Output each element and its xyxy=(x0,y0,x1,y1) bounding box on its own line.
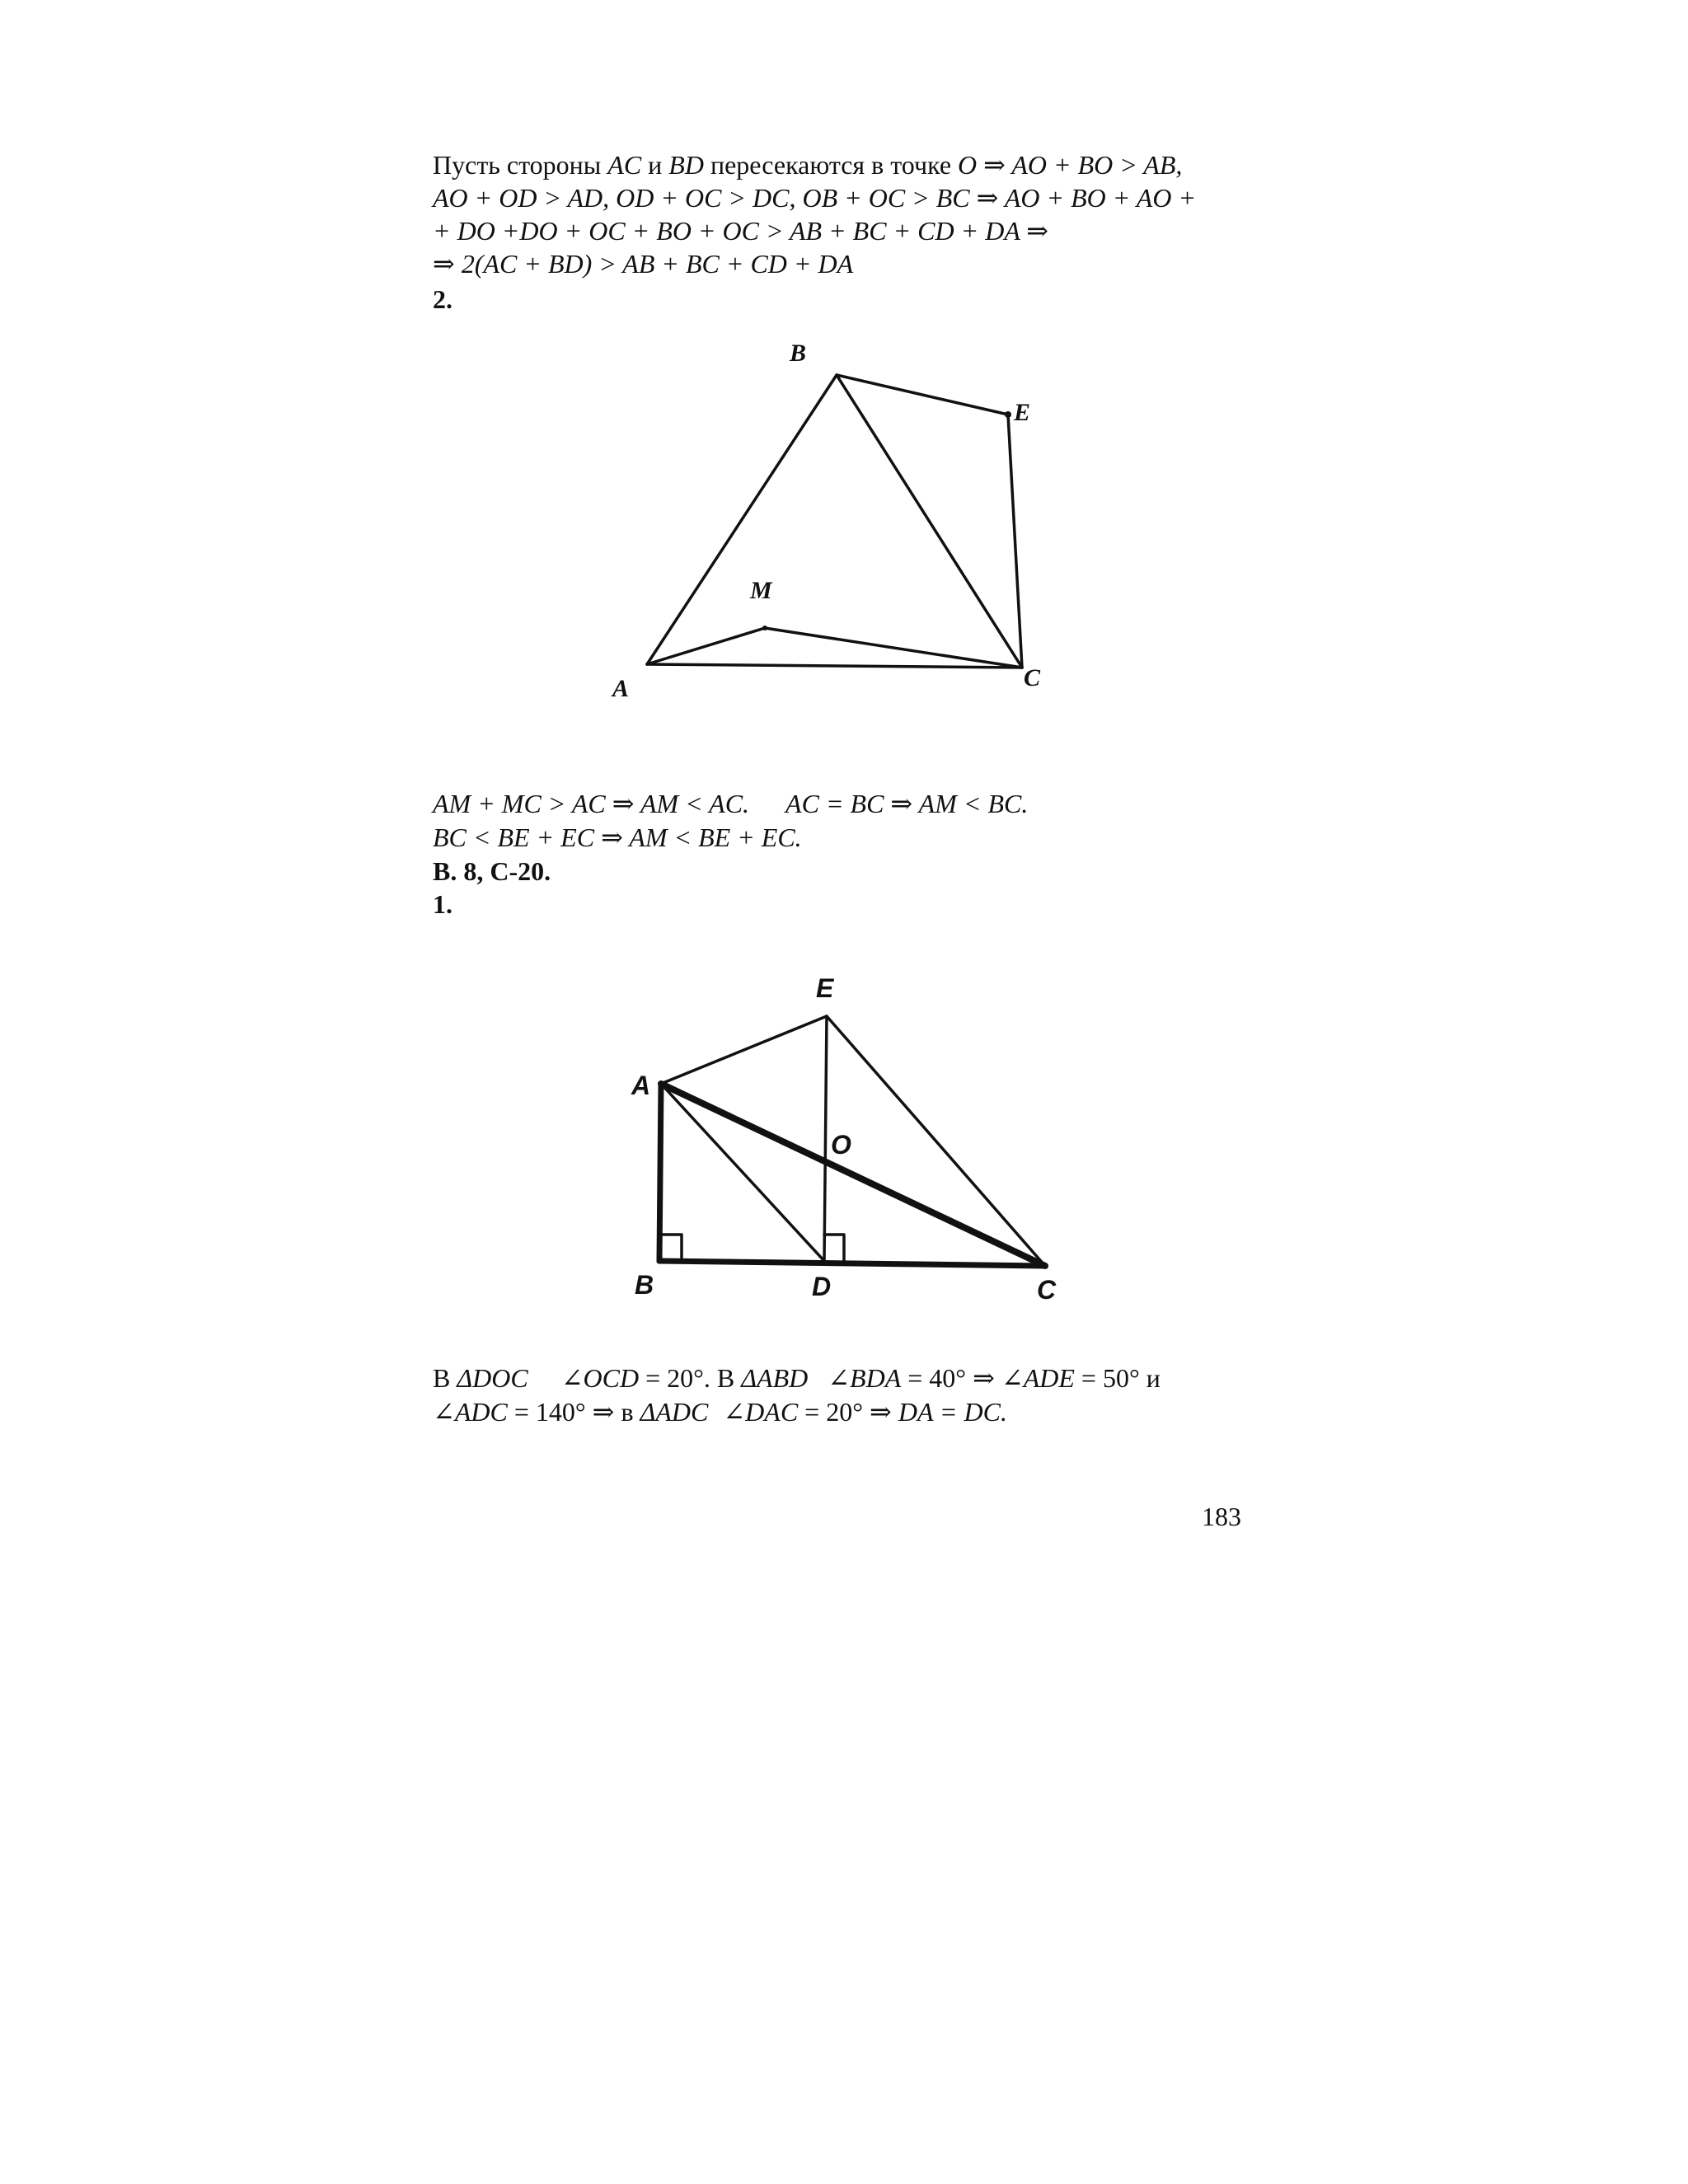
proof1-line1-ac: AC xyxy=(607,150,642,180)
segment-am xyxy=(647,628,765,664)
segment-ab xyxy=(647,375,837,664)
segment-be xyxy=(837,375,1008,415)
label-c: C xyxy=(1024,664,1041,691)
segment-ed xyxy=(824,1016,827,1261)
segment-ec xyxy=(1008,415,1022,668)
segment-ad xyxy=(661,1084,824,1261)
point-m-dot xyxy=(762,626,767,630)
proof1-line2-text: AO + OD > AD, OD + OC > DC, OB + OC > BC ⇒ AO + BO + AO + xyxy=(433,183,1197,213)
solution-l1-g: = 40° ⇒ xyxy=(901,1363,1001,1393)
segment-bc xyxy=(837,375,1022,668)
segment-ac2 xyxy=(661,1084,1045,1266)
point-e-dot xyxy=(1005,411,1011,418)
proof1-line3-text: + DO +DO + OC + BO + OC > AB + BC + CD + DA ⇒ xyxy=(433,216,1049,246)
proof2-line1b: AC = BC ⇒ AM < BC. xyxy=(785,789,1029,818)
label-m: M xyxy=(750,577,772,604)
label-a: A xyxy=(612,675,630,702)
solution-l1-f: ∠BDA xyxy=(828,1363,902,1393)
solution-l2-d: ∠DAC xyxy=(723,1397,799,1427)
proof1-line1-expr: O ⇒ AO + BO > AB, xyxy=(958,150,1183,180)
segment-mc xyxy=(765,628,1022,668)
label-b2: B xyxy=(635,1270,654,1300)
solution-l1-d: = 20°. В xyxy=(639,1363,742,1393)
proof1-line1-bd: BD xyxy=(668,150,704,180)
segment-bc2 xyxy=(659,1261,1045,1266)
solution-l1-e: ΔABD xyxy=(741,1363,809,1393)
proof2-line1 xyxy=(433,787,1028,820)
label-a2: A xyxy=(631,1071,651,1100)
segment-ae xyxy=(661,1016,827,1084)
page-number: 183 xyxy=(1202,1502,1241,1531)
section-heading: В. 8, С-20. xyxy=(433,856,551,886)
solution-l1-i: = 50° и xyxy=(1074,1363,1160,1393)
right-angle-mark-d xyxy=(824,1235,844,1261)
proof2-line2-text: BC < BE + EC ⇒ AM < BE + EC. xyxy=(433,823,802,852)
proof2-line1a: AM + MC > AC ⇒ AM < AC. xyxy=(433,789,750,818)
solution-line2 xyxy=(433,1395,1007,1428)
proof2-line2 xyxy=(433,821,802,854)
label-e: E xyxy=(1014,399,1031,426)
proof1-line1-mid: пересекаются в точке xyxy=(703,150,959,180)
segment-ec2 xyxy=(827,1016,1045,1266)
solution-l2-b: = 140° ⇒ в xyxy=(507,1397,640,1427)
segment-ac xyxy=(647,664,1022,668)
label-o: O xyxy=(831,1130,851,1160)
solution-l2-e: = 20° ⇒ xyxy=(798,1397,898,1427)
solution-line1 xyxy=(433,1361,1160,1394)
solution-l1-a: В xyxy=(433,1363,457,1393)
label-e2: E xyxy=(816,973,834,1003)
proof1-line4-text: ⇒ 2(AC + BD) > AB + BC + CD + DA xyxy=(433,249,854,279)
item-2-number: 2. xyxy=(433,284,452,314)
solution-l1-h: ∠ADE xyxy=(1001,1363,1075,1393)
proof1-line1-pre: Пусть стороны xyxy=(433,150,608,180)
label-b: B xyxy=(790,340,807,367)
solution-l1-b: ΔDOC xyxy=(457,1363,528,1393)
label-d: D xyxy=(812,1272,832,1301)
proof1-line1-and: и xyxy=(641,150,669,180)
solution-l2-a: ∠ADC xyxy=(433,1397,508,1427)
solution-l1-c: ∠OCD xyxy=(560,1363,640,1393)
right-angle-mark-b xyxy=(659,1235,682,1261)
solution-l2-c: ΔADC xyxy=(640,1397,709,1427)
label-c2: C xyxy=(1037,1275,1057,1305)
item-1-number: 1. xyxy=(433,889,452,919)
solution-l2-f: DA = DC. xyxy=(898,1397,1007,1427)
